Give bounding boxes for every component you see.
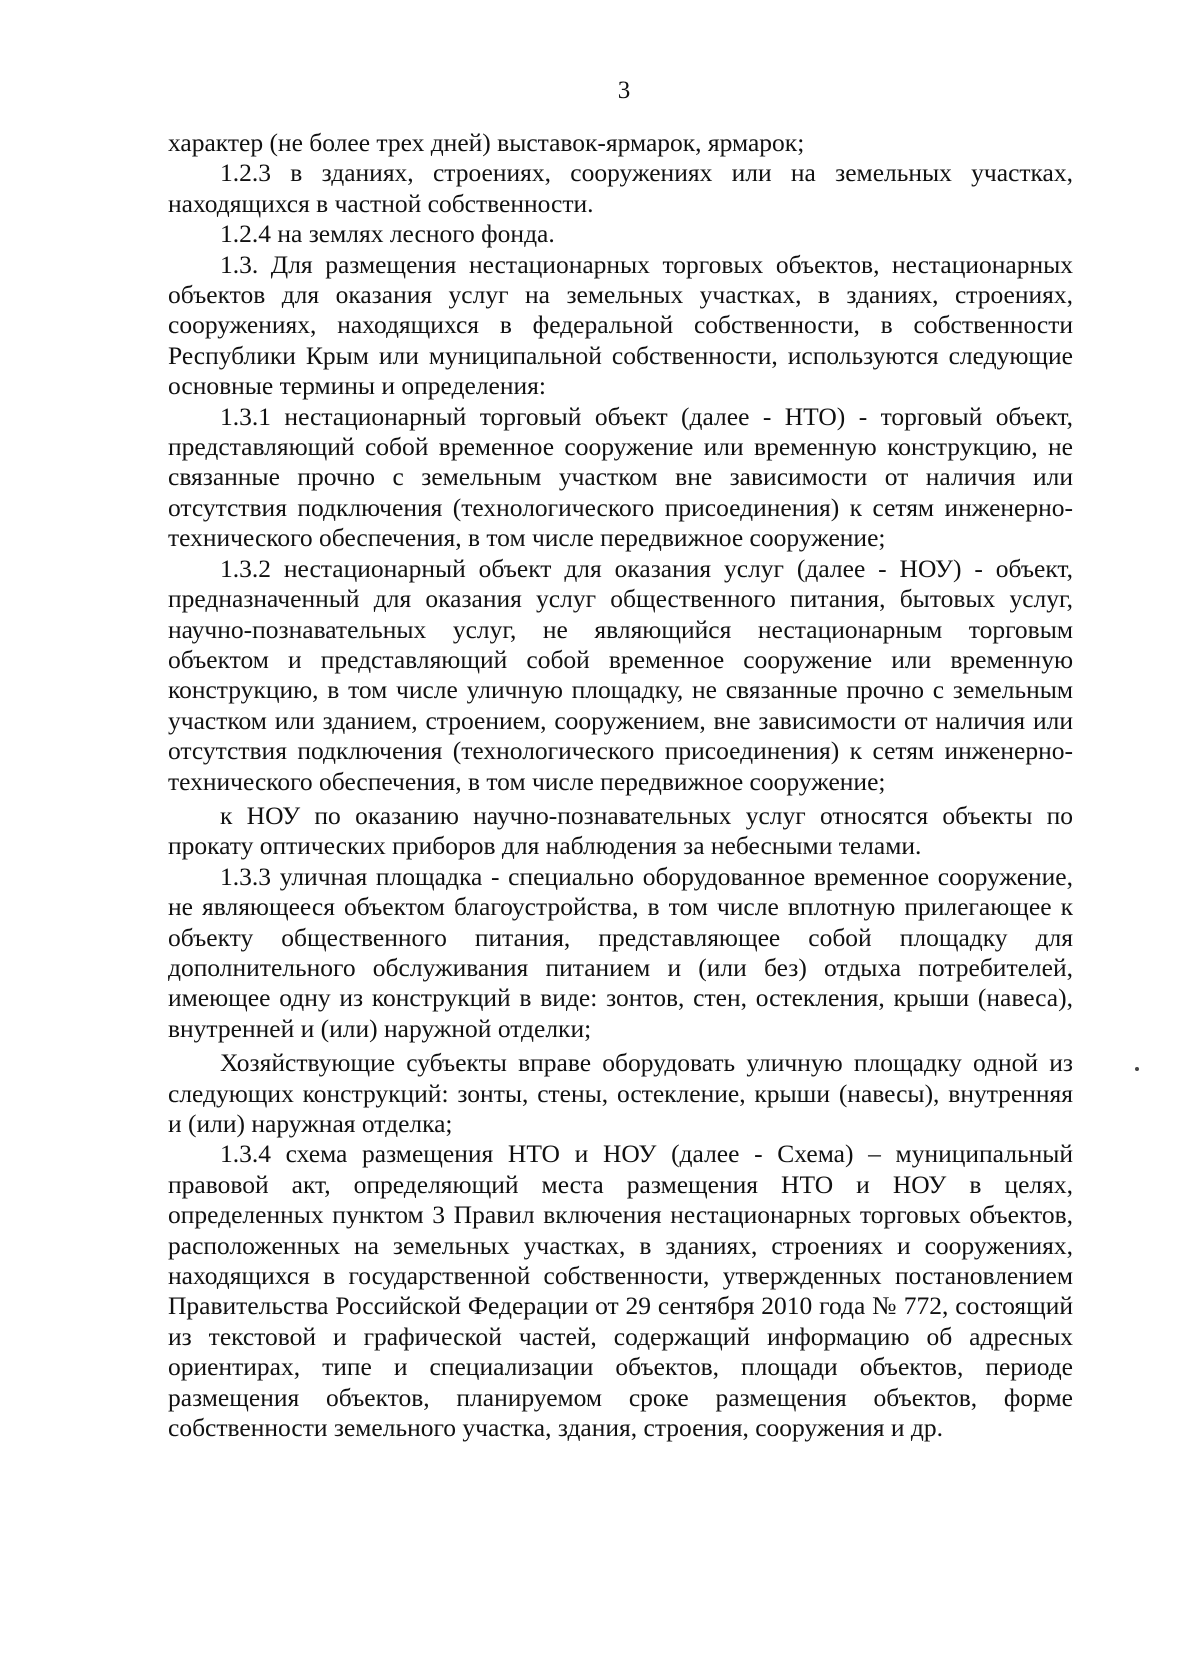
paragraph-1-3-2: 1.3.2 нестационарный объект для оказания услуг (далее - НОУ) - объект, предназначенный для оказания услуг общественного питания, бытовых услуг, научно-познавательных услуг, не являющийся нестационарным торговым объектом и представляющий собой временное сооружение или временную конструкцию, в том числе уличную площадку, не связанные прочно с земельным участком или зданием, строением, сооружением, вне зависимости от наличия или отсутствия подключения (технологического присоединения) к сетям инженерно-технического обеспечения, в том числе передвижное сооружение; xyxy=(168,553,1073,796)
page-number: 3 xyxy=(617,77,631,104)
paragraph-1-3-3: 1.3.3 уличная площадка - специально оборудованное временное сооружение, не являющееся объектом благоустройства, в том числе вплотную прилегающее к объекту общественного питания, представляющее собой площадку для дополнительного обслуживания питанием и (или без) отдыха потребителей, имеющее одну из конструкций в виде: зонтов, стен, остекления, крыши (навеса), внутренней и (или) наружной отделки; xyxy=(168,861,1073,1043)
paragraph-1-3-4: 1.3.4 схема размещения НТО и НОУ (далее - Схема) – муниципальный правовой акт, определяющий места размещения НТО и НОУ в целях, определенных пунктом 3 Правил включения нестационарных торговых объектов, расположенных на земельных участках, в зданиях, строениях и сооружениях, находящихся в государственной собственности, утвержденных постановлением Правительства Российской Федерации от 29 сентября 2010 года № 772, состоящий из текстовой и графической частей, содержащий информацию об адресных ориентирах, типе и специализации объектов, площади объектов, периоде размещения объектов, планируемом сроке размещения объектов, форме собственности земельного участка, здания, строения, сооружения и др. xyxy=(168,1139,1073,1443)
paragraph-1-3: 1.3. Для размещения нестационарных торговых объектов, нестационарных объектов для оказания услуг на земельных участках, в зданиях, строениях, сооружениях, находящихся в федеральной собственности, в собственности Республики Крым или муниципальной собственности, используются следующие основные термины и определения: xyxy=(168,249,1073,401)
document-body xyxy=(168,128,1073,1443)
paragraph-1-2-4: 1.2.4 на землях лесного фонда. xyxy=(220,219,555,249)
paragraph-1: характер (не более трех дней) выставок-ярмарок, ярмарок; xyxy=(168,128,805,157)
paragraph-entities: Хозяйствующие субъекты вправе оборудовать уличную площадку одной из следующих конструкций: зонты, стены, остекление, крыши (навесы), внутренняя и (или) наружная отделка; xyxy=(168,1048,1073,1138)
paragraph-1-2-3: 1.2.3 в зданиях, строениях, сооружениях или на земельных участках, находящихся в частной собственности. xyxy=(168,158,1073,218)
paragraph-1-3-1: 1.3.1 нестационарный торговый объект (далее - НТО) - торговый объект, представляющий собой временное сооружение или временную конструкцию, не связанные прочно с земельным участком вне зависимости от наличия или отсутствия подключения (технологического присоединения) к сетям инженерно-технического обеспечения, в том числе передвижное сооружение; xyxy=(168,401,1073,553)
scan-speck xyxy=(1135,1067,1139,1071)
paragraph-nou-science: к НОУ по оказанию научно-познавательных услуг относятся объекты по прокату оптических приборов для наблюдения за небесными телами. xyxy=(168,800,1073,861)
